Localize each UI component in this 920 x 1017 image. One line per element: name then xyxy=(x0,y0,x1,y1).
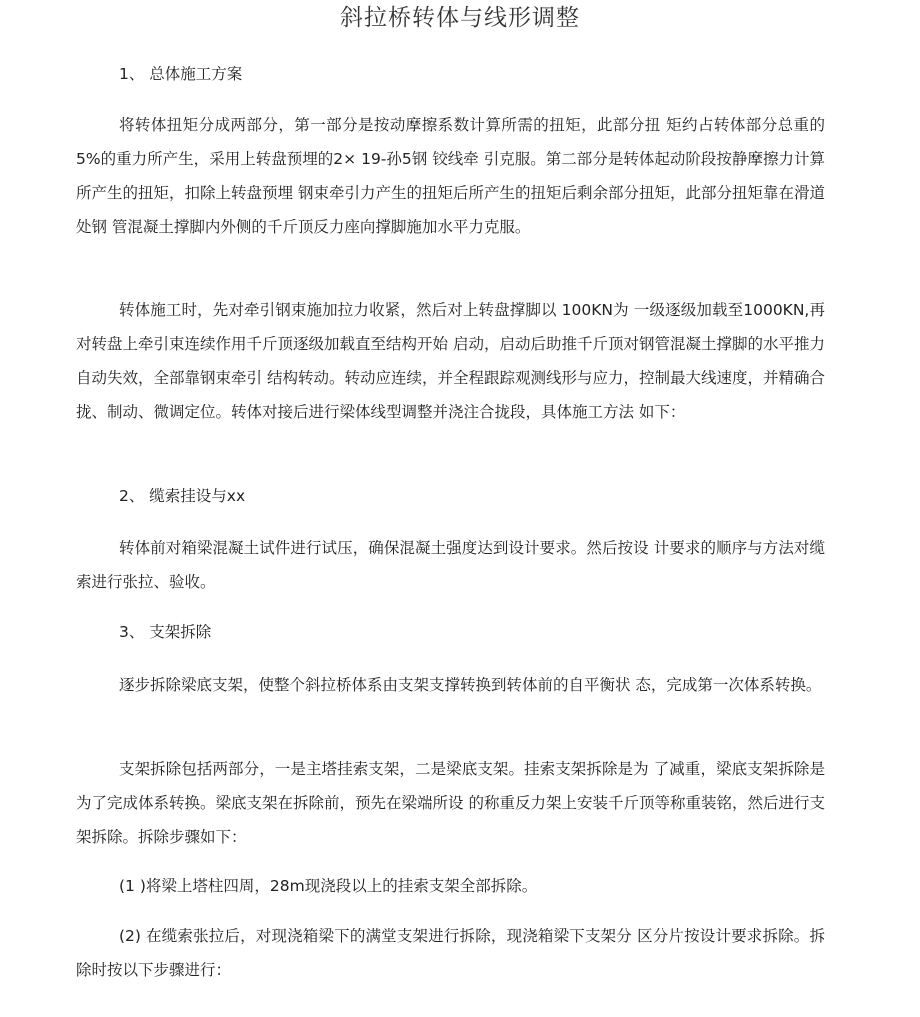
section-2-paragraph-1: 转体前对箱梁混凝土试件进行试压，确保混凝土强度达到设计要求。然后按设 计要求的顺序与方法对缆索进行张拉、验收。 xyxy=(76,539,825,591)
section-heading-1: 1、 总体施工方案 xyxy=(119,65,243,83)
removal-step-2: (2) 在缆索张拉后，对现浇箱梁下的满堂支架进行拆除，现浇箱梁下支架分 区分片按设计要求拆除。拆除时按以下步骤进行： xyxy=(76,927,825,979)
section-1-paragraph-1: 将转体扭矩分成两部分，第一部分是按动摩擦系数计算所需的扭矩，此部分扭 矩约占转体部分总重的5%的重力所产生，采用上转盘预埋的2× 19-孙5钢 铰线牵 引克服。第二部分是转体起动阶段按静摩擦力计算所产生的扭矩，扣除上转盘预埋 钢束牵引力产生的扭矩后所产生的扭矩后剩余部分扭矩，此部分扭矩靠在滑道处钢 管混凝土撑脚内外侧的千斤顶反力座向撑脚施加水平力克服。 xyxy=(76,116,825,236)
document-title: 斜拉桥转体与线形调整 xyxy=(340,5,580,31)
removal-step-1: (1 )将梁上塔柱四周，28m现浇段以上的挂索支架全部拆除。 xyxy=(119,877,538,895)
section-heading-3: 3、 支架拆除 xyxy=(119,623,212,641)
section-1-paragraph-2: 转体施工时，先对牵引钢束施加拉力收紧，然后对上转盘撑脚以 100KN为 一级逐级加载至1000KN,再对转盘上牵引束连续作用千斤顶逐级加载直至结构开始 启动，启动后助推千斤顶对钢管混凝土撑脚的水平推力自动失效，全部靠钢束牵引 结构转动。转动应连续，并全程跟踪观测线形与应力，控制最大线速度，并精确合 拢、制动、微调定位。转体对接后进行梁体线型调整并浇注合拢段，具体施工方法 如下： xyxy=(76,301,825,421)
section-3-paragraph-1: 逐步拆除梁底支架，使整个斜拉桥体系由支架支撑转换到转体前的自平衡状 态，完成第一次体系转换。 xyxy=(119,676,822,694)
section-3-paragraph-2: 支架拆除包括两部分，一是主塔挂索支架，二是梁底支架。挂索支架拆除是为 了减重，梁底支架拆除是为了完成体系转换。梁底支架在拆除前，预先在梁端所设 的称重反力架上安装千斤顶等称重装铭，然后进行支架拆除。拆除步骤如下： xyxy=(76,760,825,846)
section-heading-2: 2、 缆索挂设与xx xyxy=(119,487,246,505)
